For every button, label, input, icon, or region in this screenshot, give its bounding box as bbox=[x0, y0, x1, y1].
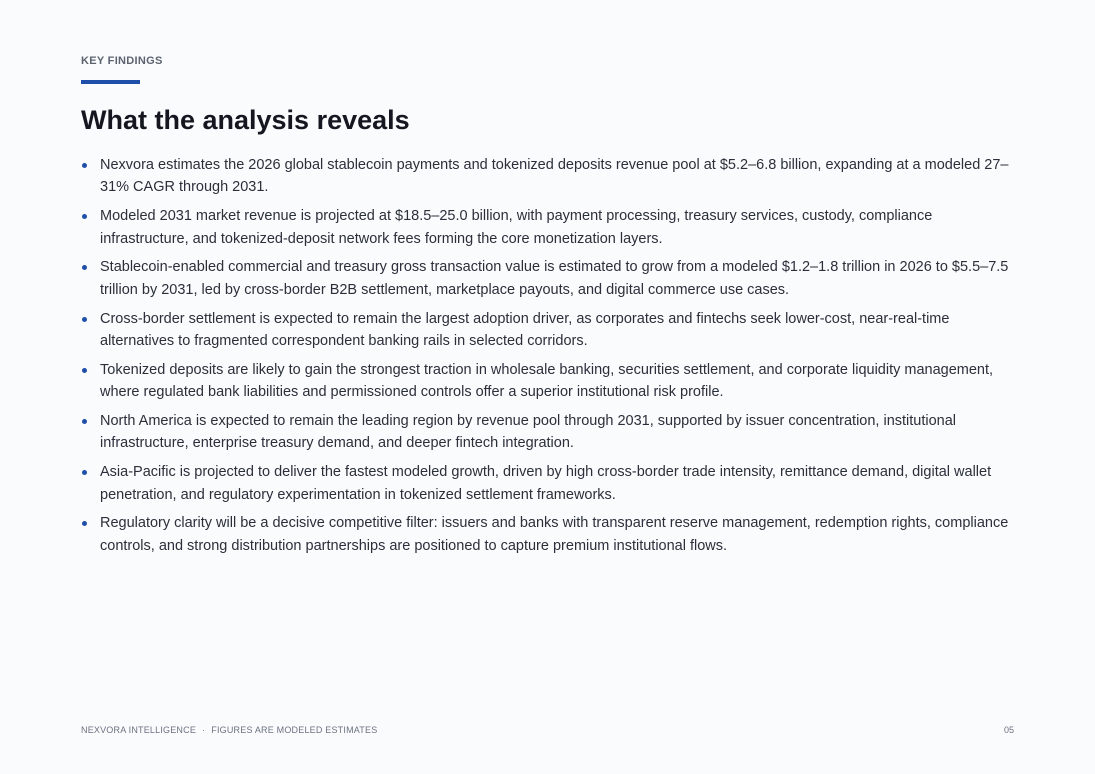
finding-text: Nexvora estimates the 2026 global stablecoin payments and tokenized deposits revenue pool at $5.2–6.8 billion, expanding at a modeled 27–31% CAGR through 2031. bbox=[100, 157, 1009, 196]
finding-item bbox=[81, 461, 1016, 506]
bullet-dot-icon bbox=[82, 265, 87, 270]
finding-item bbox=[81, 256, 1016, 301]
footer-brand: NEXVORA INTELLIGENCE bbox=[81, 725, 197, 735]
section-eyebrow: KEY FINDINGS bbox=[81, 55, 163, 67]
finding-item bbox=[81, 308, 1016, 353]
finding-item bbox=[81, 205, 1016, 250]
finding-text: Stablecoin-enabled commercial and treasury gross transaction value is estimated to grow from a modeled $1.2–1.8 trillion in 2026 to $5.5–7.5 trillion by 2031, led by cross-border B2B settlement, marketplace payouts, and digital commerce use cases. bbox=[100, 259, 1009, 298]
finding-text: Asia-Pacific is projected to deliver the fastest modeled growth, driven by high cross-border trade intensity, remittance demand, digital wallet penetration, and regulatory experimentation in tokenized settlement frameworks. bbox=[100, 464, 992, 503]
page-title: What the analysis reveals bbox=[81, 105, 410, 135]
finding-item bbox=[81, 154, 1016, 199]
bullet-dot-icon bbox=[82, 521, 87, 526]
bullet-dot-icon bbox=[82, 317, 87, 322]
finding-text: North America is expected to remain the leading region by revenue pool through 2031, supported by issuer concentration, institutional infrastructure, enterprise treasury demand, and deeper fintech integration. bbox=[100, 413, 957, 452]
findings-list bbox=[81, 154, 1016, 564]
footer-source bbox=[81, 725, 377, 735]
bullet-dot-icon bbox=[82, 470, 87, 475]
bullet-dot-icon bbox=[82, 419, 87, 424]
page-number: 05 bbox=[1003, 725, 1014, 735]
finding-item bbox=[81, 512, 1016, 557]
footer-separator: · bbox=[202, 725, 206, 735]
accent-bar bbox=[81, 80, 140, 84]
bullet-dot-icon bbox=[82, 163, 87, 168]
finding-text: Modeled 2031 market revenue is projected at $18.5–25.0 billion, with payment processing, treasury services, custody, compliance infrastructure, and tokenized-deposit network fees forming the core monetization layers. bbox=[100, 208, 933, 247]
finding-text: Regulatory clarity will be a decisive competitive filter: issuers and banks with transparent reserve management, redemption rights, compliance controls, and strong distribution partnerships are positioned to capture premium institutional flows. bbox=[100, 515, 1009, 554]
bullet-dot-icon bbox=[82, 368, 87, 373]
finding-item bbox=[81, 359, 1016, 404]
bullet-dot-icon bbox=[82, 214, 87, 219]
finding-text: Cross-border settlement is expected to remain the largest adoption driver, as corporates and fintechs seek lower-cost, near-real-time alternatives to fragmented correspondent banking rails in selected corridors. bbox=[100, 310, 950, 350]
finding-item bbox=[81, 410, 1016, 455]
finding-text: Tokenized deposits are likely to gain the strongest traction in wholesale banking, securities settlement, and corporate liquidity management, where regulated bank liabilities and permissioned controls offer a superior institutional risk profile. bbox=[100, 361, 994, 401]
footer-note: FIGURES ARE MODELED ESTIMATES bbox=[211, 725, 378, 735]
